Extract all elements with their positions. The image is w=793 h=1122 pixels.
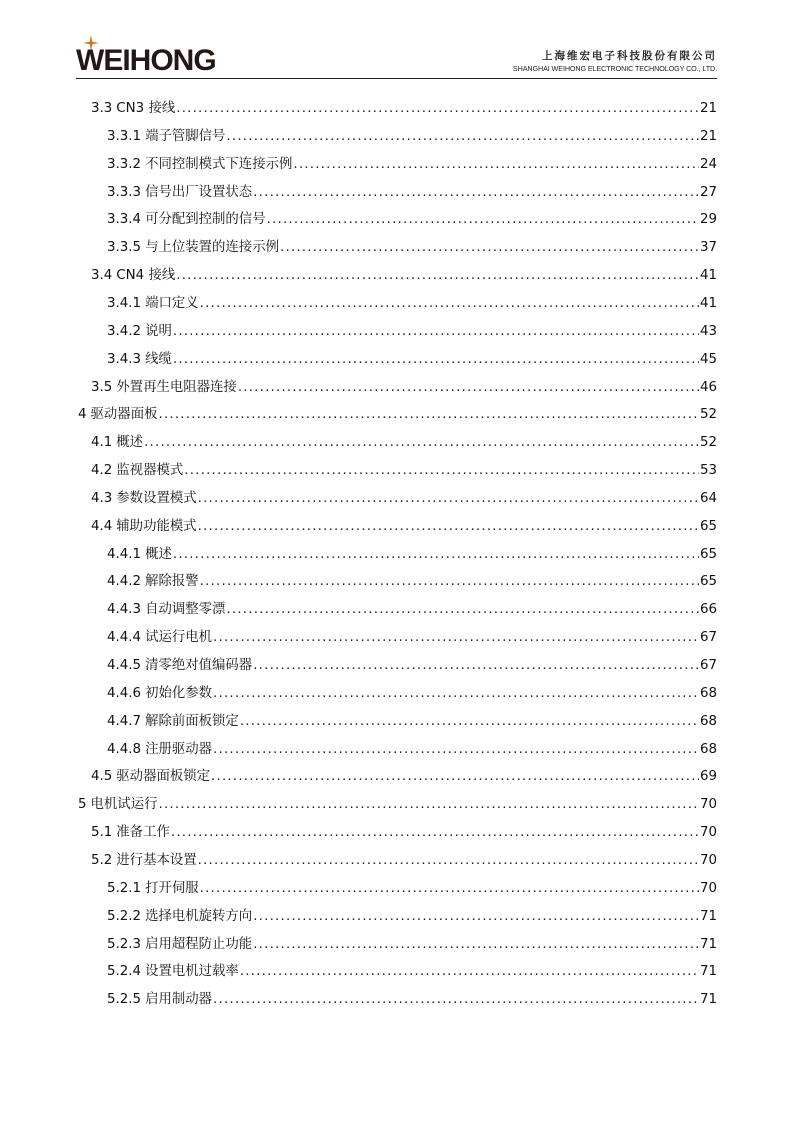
toc-entry[interactable] (107, 206, 717, 234)
toc-entry[interactable] (107, 652, 717, 680)
toc-entry-title: 准备工作 (116, 825, 170, 841)
toc-entry-title: 信号出厂设置状态 (145, 184, 253, 200)
toc-entry-page: 70 (699, 825, 717, 841)
toc-dot-leader (200, 568, 699, 596)
toc-entry-number: 3.3.1 (107, 128, 142, 144)
toc-entry-number: 5.2.3 (107, 936, 142, 952)
toc-entry-title: 注册驱动器 (145, 741, 213, 757)
toc-entry-number: 3.3 (91, 101, 113, 116)
toc-entry-page: 68 (699, 685, 717, 701)
toc-dot-leader (213, 624, 699, 652)
toc-entry[interactable] (107, 931, 717, 959)
toc-entry[interactable] (91, 847, 717, 875)
toc-dot-leader (280, 234, 699, 262)
toc-dot-leader (198, 513, 699, 541)
toc-entry-title: 驱动器面板 (90, 407, 158, 423)
toc-dot-leader (253, 179, 699, 207)
toc-entry[interactable] (107, 568, 717, 596)
toc-dot-leader (213, 736, 699, 764)
toc-entry-number: 5 (78, 797, 87, 813)
toc-entry-number: 4.4.6 (107, 685, 142, 701)
toc-entry-title: CN4 接线 (116, 268, 176, 284)
toc-dot-leader (240, 958, 699, 986)
toc-entry-number: 4.4.5 (107, 658, 142, 673)
toc-entry-number: 3.4.3 (107, 351, 142, 367)
toc-entry-page: 68 (699, 713, 717, 729)
toc-entry-title: 概述 (145, 546, 172, 562)
toc-entry[interactable] (107, 596, 717, 624)
toc-entry-number: 3.3.3 (107, 184, 142, 200)
toc-entry[interactable] (107, 318, 717, 346)
page-header (0, 0, 793, 80)
toc-entry-number: 4.1 (91, 435, 113, 451)
toc-dot-leader (240, 708, 699, 736)
toc-entry-title: 端口定义 (145, 295, 199, 311)
toc-entry[interactable] (91, 513, 717, 541)
toc-entry-page: 21 (699, 128, 717, 144)
toc-entry[interactable] (107, 958, 717, 986)
toc-entry-page: 67 (699, 630, 717, 646)
toc-entry-number: 5.2.1 (107, 880, 142, 896)
toc-entry[interactable] (107, 290, 717, 318)
toc-dot-leader (238, 374, 699, 402)
toc-entry-page: 53 (699, 463, 717, 479)
toc-entry-page: 65 (699, 574, 717, 590)
toc-entry-page: 29 (699, 212, 717, 228)
toc-entry-number: 4.4.7 (107, 713, 142, 729)
toc-entry-number: 4.4.4 (107, 630, 142, 646)
toc-entry-title: 启用超程防止功能 (145, 936, 253, 952)
toc-entry-page: 43 (699, 323, 717, 339)
toc-entry-page: 71 (699, 964, 717, 980)
toc-entry[interactable] (91, 763, 717, 791)
toc-entry-title: 自动调整零漂 (145, 602, 226, 618)
toc-entry[interactable] (91, 429, 717, 457)
toc-entry-title: 选择电机旋转方向 (145, 908, 253, 924)
toc-dot-leader (226, 123, 699, 151)
toc-dot-leader (173, 346, 699, 374)
toc-entry-page: 37 (699, 240, 717, 256)
toc-entry-number: 3.4.1 (107, 295, 142, 311)
toc-entry-page: 24 (699, 156, 717, 172)
toc-entry-page: 45 (699, 351, 717, 367)
toc-entry-title: 参数设置模式 (116, 490, 197, 506)
toc-entry-number: 4.3 (91, 490, 113, 506)
toc-entry[interactable] (78, 791, 717, 819)
toc-entry-page: 67 (699, 658, 717, 673)
toc-entry-page: 41 (699, 295, 717, 311)
toc-entry[interactable] (107, 875, 717, 903)
toc-entry-title: 端子管脚信号 (145, 128, 226, 144)
toc-entry-page: 69 (699, 769, 717, 785)
toc-entry-number: 4 (78, 407, 87, 423)
toc-entry-page: 46 (699, 379, 717, 395)
toc-dot-leader (293, 151, 699, 179)
toc-entry-number: 5.2.5 (107, 992, 142, 1008)
toc-dot-leader (253, 652, 699, 680)
toc-entry[interactable] (91, 457, 717, 485)
toc-entry-title: 说明 (145, 323, 172, 339)
toc-entry-number: 3.4.2 (107, 323, 142, 339)
toc-entry-title: 初始化参数 (145, 685, 213, 701)
toc-entry-page: 71 (699, 908, 717, 924)
toc-entry-page: 71 (699, 936, 717, 952)
toc-entry-number: 5.2.2 (107, 908, 142, 924)
toc-entry[interactable] (91, 485, 717, 513)
toc-dot-leader (213, 986, 699, 1014)
toc-entry[interactable] (107, 903, 717, 931)
header-divider (76, 78, 717, 79)
toc-entry-title: 与上位装置的连接示例 (145, 240, 279, 256)
toc-entry-number: 4.4.1 (107, 546, 142, 562)
toc-entry-title: 试运行电机 (145, 630, 213, 646)
toc-entry-title: 监视器模式 (116, 463, 184, 479)
toc-entry-page: 64 (699, 490, 717, 506)
toc-dot-leader (267, 206, 699, 234)
toc-entry-title: 解除前面板锁定 (145, 713, 239, 729)
toc-dot-leader (176, 95, 699, 123)
company-name-cn: 上海维宏电子科技股份有限公司 (542, 50, 717, 62)
toc-entry[interactable] (107, 708, 717, 736)
toc-entry-number: 4.4.8 (107, 741, 142, 757)
toc-entry-number: 3.4 (91, 268, 113, 284)
logo-text: WEIHONG (76, 44, 216, 77)
toc-entry-page: 70 (699, 852, 717, 868)
toc-entry-number: 5.2.4 (107, 964, 142, 980)
toc-entry-title: 线缆 (145, 351, 172, 367)
toc-dot-leader (158, 791, 698, 819)
toc-entry[interactable] (91, 819, 717, 847)
toc-entry[interactable] (107, 680, 717, 708)
toc-entry[interactable] (107, 541, 717, 569)
toc-entry[interactable] (107, 624, 717, 652)
toc-dot-leader (173, 318, 699, 346)
toc-entry[interactable] (107, 179, 717, 207)
toc-entry-title: 设置电机过载率 (145, 964, 239, 980)
toc-entry-number: 3.3.2 (107, 156, 142, 172)
toc-dot-leader (213, 680, 699, 708)
toc-dot-leader (211, 763, 699, 791)
toc-entry-number: 5.1 (91, 825, 113, 841)
toc-entry-number: 3.5 (91, 379, 113, 395)
toc-entry[interactable] (91, 374, 717, 402)
toc-entry-title: 辅助功能模式 (116, 518, 197, 534)
toc-entry-number: 4.4 (91, 518, 113, 534)
toc-entry-page: 65 (699, 546, 717, 562)
toc-entry[interactable] (107, 151, 717, 179)
toc-entry-title: 解除报警 (145, 574, 199, 590)
toc-entry-number: 3.3.4 (107, 212, 142, 228)
toc-entry[interactable] (107, 736, 717, 764)
toc-entry-title: 可分配到控制的信号 (145, 212, 266, 228)
toc-entry-title: 启用制动器 (145, 992, 213, 1008)
toc-entry-number: 5.2 (91, 852, 113, 868)
toc-entry[interactable] (107, 234, 717, 262)
toc-entry-page: 68 (699, 741, 717, 757)
toc-dot-leader (198, 485, 699, 513)
toc-entry-page: 41 (699, 268, 717, 284)
toc-entry-page: 52 (699, 407, 717, 423)
toc-entry-page: 66 (699, 602, 717, 618)
toc-entry-title: 进行基本设置 (116, 852, 197, 868)
toc-entry[interactable] (107, 123, 717, 151)
toc-entry-number: 4.2 (91, 463, 113, 479)
toc-entry-title: 打开伺服 (145, 880, 199, 896)
toc-dot-leader (176, 262, 699, 290)
toc-dot-leader (144, 429, 699, 457)
toc-dot-leader (200, 875, 699, 903)
toc-dot-leader (200, 290, 699, 318)
toc-entry-title: CN3 接线 (116, 101, 176, 116)
toc-entry-number: 4.4.3 (107, 602, 142, 618)
toc-entry-title: 不同控制模式下连接示例 (145, 156, 293, 172)
toc-entry-page: 27 (699, 184, 717, 200)
toc-entry-page: 52 (699, 435, 717, 451)
toc-entry[interactable] (78, 401, 717, 429)
toc-entry-number: 4.4.2 (107, 574, 142, 590)
company-name (513, 49, 717, 74)
toc-entry-page: 70 (699, 880, 717, 896)
toc-dot-leader (226, 596, 699, 624)
toc-dot-leader (184, 457, 699, 485)
company-name-en: SHANGHAI WEIHONG ELECTRONIC TECHNOLOGY CO., LTD. (512, 64, 717, 73)
toc-entry-title: 驱动器面板锁定 (116, 769, 211, 785)
toc-entry[interactable] (107, 986, 717, 1014)
toc-entry-page: 71 (699, 992, 717, 1008)
toc-entry-number: 4.5 (91, 769, 113, 785)
toc-entry[interactable] (91, 95, 717, 123)
toc-entry[interactable] (107, 346, 717, 374)
toc-entry-page: 65 (699, 518, 717, 534)
toc-entry-title: 概述 (116, 435, 144, 451)
toc-entry-page: 70 (699, 797, 717, 813)
toc-entry[interactable] (91, 262, 717, 290)
toc-dot-leader (173, 541, 699, 569)
toc-entry-page: 21 (699, 101, 717, 116)
toc-entry-number: 3.3.5 (107, 240, 142, 256)
toc-dot-leader (198, 847, 699, 875)
toc-dot-leader (171, 819, 699, 847)
toc-entry-title: 清零绝对值编码器 (145, 658, 253, 673)
toc-dot-leader (253, 903, 699, 931)
toc-dot-leader (158, 401, 698, 429)
toc-entry-title: 电机试运行 (90, 797, 158, 813)
toc-dot-leader (253, 931, 699, 959)
toc-entry-title: 外置再生电阻器连接 (116, 379, 237, 395)
